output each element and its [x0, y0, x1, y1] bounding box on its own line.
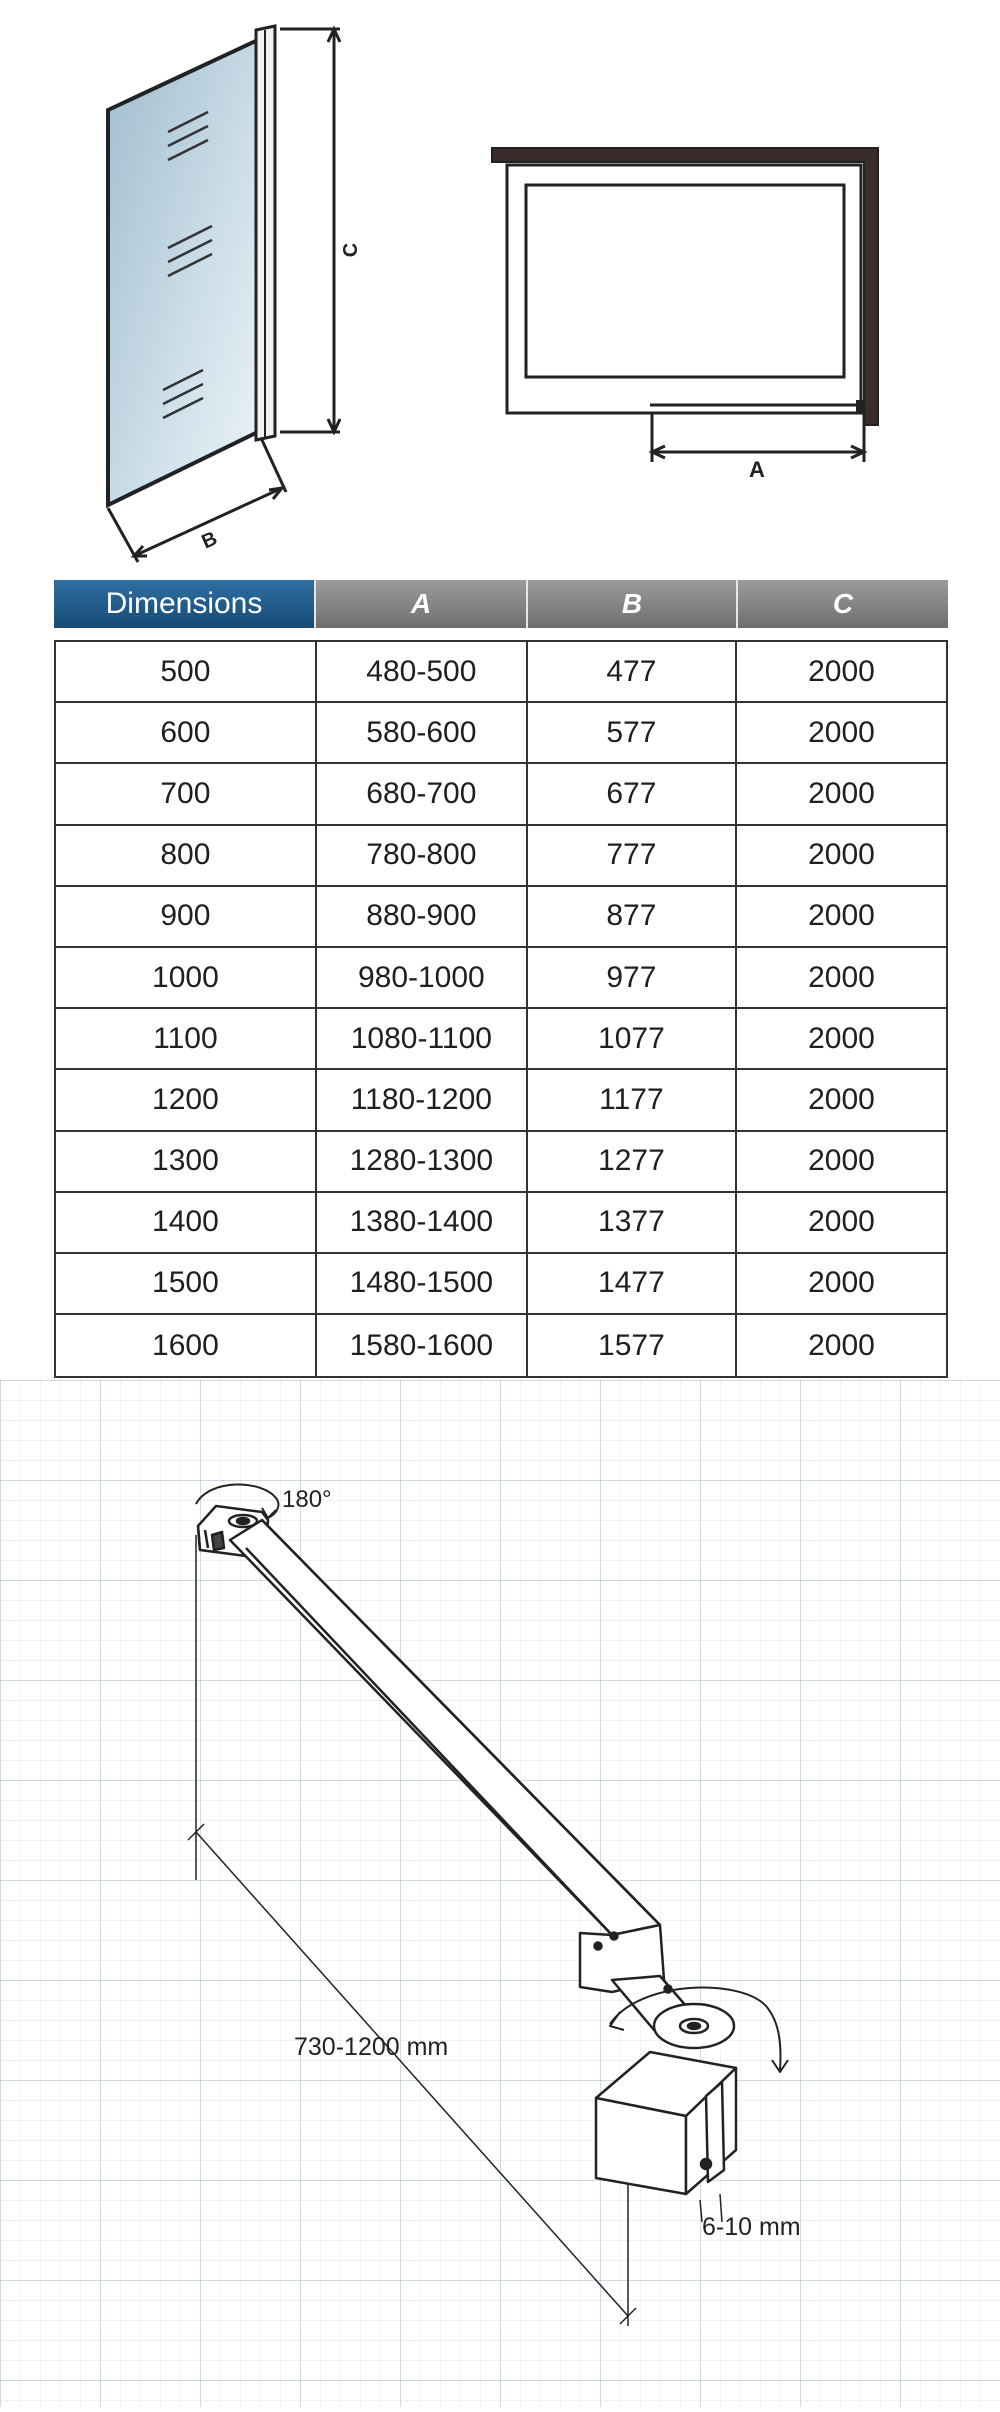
table-row [56, 887, 946, 948]
cell-dimension: 1400 [56, 1193, 317, 1252]
main-bar [230, 1520, 664, 1992]
cell-dimension: 1500 [56, 1254, 317, 1313]
cell-dimension: 1300 [56, 1132, 317, 1191]
table-row [56, 826, 946, 887]
cell-dimension: 1100 [56, 1009, 317, 1068]
table-row [56, 1132, 946, 1193]
cell-b: 1277 [528, 1132, 737, 1191]
cell-b: 677 [528, 764, 737, 823]
header-c: C [738, 580, 948, 628]
cell-c: 2000 [808, 1328, 875, 1362]
cell-b: 1077 [528, 1009, 737, 1068]
cell-b: 477 [528, 642, 737, 701]
cell-a: 1380-1400 [317, 1193, 528, 1252]
label-a: A [749, 457, 765, 482]
cell-c: 2000 [808, 776, 875, 810]
cell-c: 2000 [808, 1021, 875, 1055]
table-row [56, 948, 946, 1009]
cell-dimension: 900 [56, 887, 317, 946]
cell-a: 1180-1200 [317, 1070, 528, 1129]
cell-c: 2000 [808, 899, 875, 933]
cell-b: 1377 [528, 1193, 737, 1252]
glass-clamp [596, 2052, 736, 2194]
cell-b: 1477 [528, 1254, 737, 1313]
cell-b: 777 [528, 826, 737, 885]
dimensions-table [54, 580, 948, 1382]
table-row [56, 764, 946, 825]
stabilizer-bar-drawing [0, 1380, 1000, 2407]
dimension-c [280, 29, 340, 432]
header-dimensions: Dimensions [54, 580, 316, 628]
cell-c: 2000 [808, 715, 875, 749]
table-body [54, 640, 948, 1378]
cell-b: 1177 [528, 1070, 737, 1129]
length-label: 730-1200 mm [294, 2033, 449, 2061]
cell-c: 2000 [808, 1082, 875, 1116]
top-diagrams [0, 0, 1000, 570]
cell-c: 2000 [808, 1205, 875, 1239]
cell-a: 980-1000 [317, 948, 528, 1007]
dimension-a [652, 414, 864, 462]
label-c: C [340, 242, 362, 258]
cell-dimension: 600 [56, 703, 317, 762]
cell-c: 2000 [808, 838, 875, 872]
table-row [56, 1070, 946, 1131]
table-row [56, 1193, 946, 1254]
header-b: B [528, 580, 738, 628]
table-row [56, 703, 946, 764]
plan-view [492, 148, 878, 425]
cell-b: 577 [528, 703, 737, 762]
cell-b: 877 [528, 887, 737, 946]
cell-a: 1580-1600 [317, 1315, 528, 1376]
cell-c: 2000 [808, 1144, 875, 1178]
cell-dimension: 1200 [56, 1070, 317, 1129]
table-row [56, 642, 946, 703]
cell-a: 580-600 [317, 703, 528, 762]
rotation-label-180: 180° [282, 1486, 332, 1513]
cell-dimension: 1000 [56, 948, 317, 1007]
swivel-joint [654, 2004, 734, 2048]
table-row [56, 1009, 946, 1070]
cell-a: 680-700 [317, 764, 528, 823]
cell-a: 1480-1500 [317, 1254, 528, 1313]
cell-a: 1280-1300 [317, 1132, 528, 1191]
cell-a: 780-800 [317, 826, 528, 885]
cell-b: 977 [528, 948, 737, 1007]
table-header-row [54, 580, 948, 628]
glass-panel [108, 26, 275, 505]
cell-c: 2000 [808, 654, 875, 688]
cell-dimension: 500 [56, 642, 317, 701]
table-row [56, 1254, 946, 1315]
cell-dimension: 1600 [56, 1315, 317, 1376]
table-row [56, 1315, 946, 1376]
cell-a: 1080-1100 [317, 1009, 528, 1068]
cell-dimension: 700 [56, 764, 317, 823]
glass-thickness-label: 6-10 mm [702, 2213, 801, 2241]
label-b: B [198, 527, 221, 554]
length-dimension-line [188, 1824, 636, 2324]
cell-c: 2000 [808, 1266, 875, 1300]
stabilizer-bar-diagram [0, 1380, 1000, 2407]
cell-a: 880-900 [317, 887, 528, 946]
cell-a: 480-500 [317, 642, 528, 701]
header-a: A [316, 580, 528, 628]
cell-b: 1577 [528, 1315, 737, 1376]
cell-c: 2000 [808, 960, 875, 994]
cell-dimension: 800 [56, 826, 317, 885]
